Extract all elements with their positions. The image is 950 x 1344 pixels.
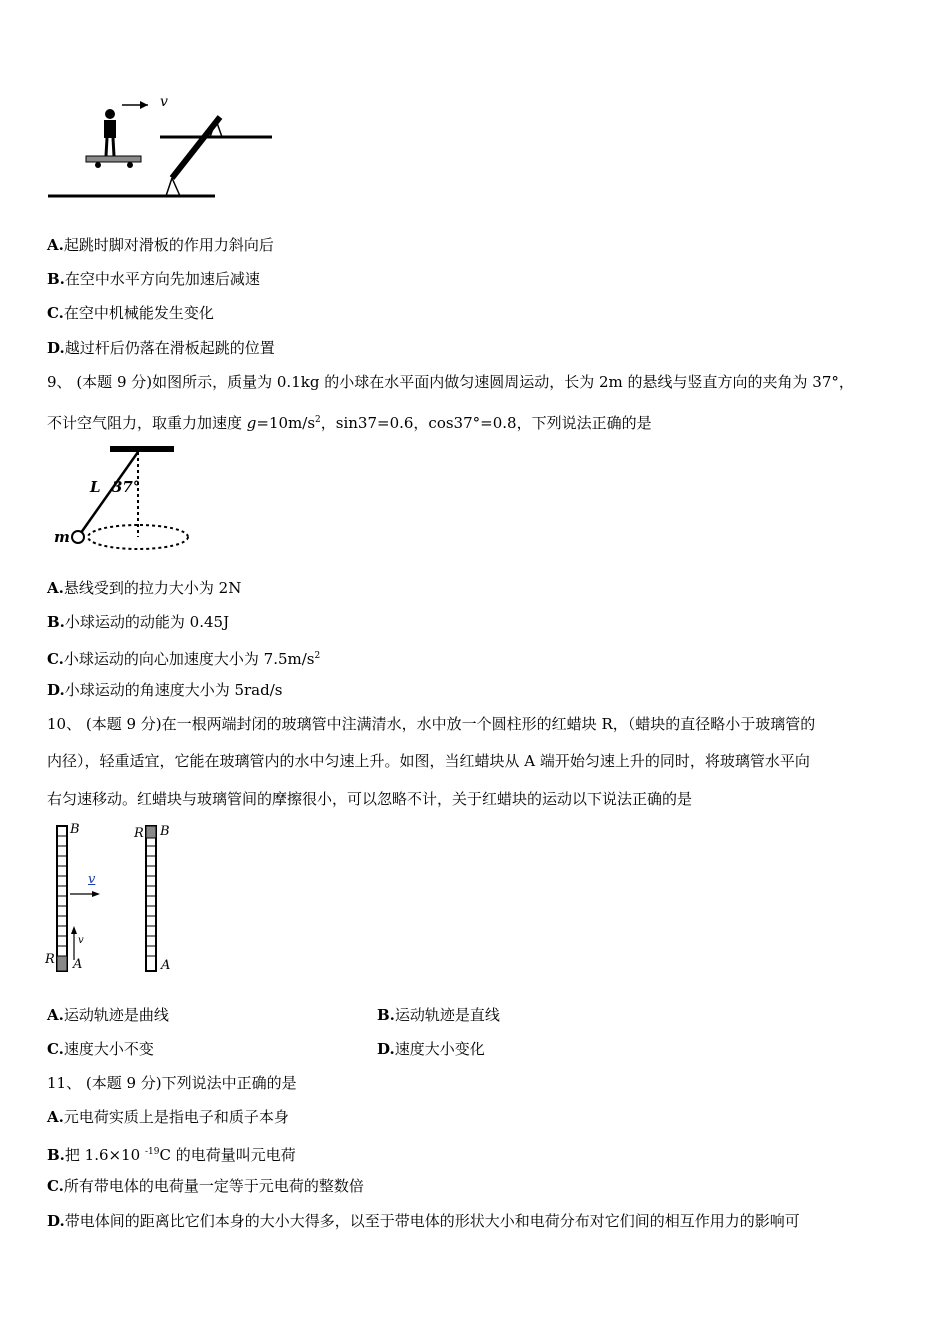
tube-left-r-label: R [45, 952, 55, 967]
glass-tube-figure [40, 820, 200, 980]
tube-right-r-label: R [134, 826, 144, 841]
tube-right-b-label: B [160, 824, 170, 839]
option-b: B.运动轨迹是直线 [377, 1006, 500, 1024]
question-9-line-1: 9、 (本题 9 分)如图所示，质量为 0.1kg 的小球在水平面内做匀速圆周运动，长为 2m 的悬线与竖直方向的夹角为 37°， [47, 373, 854, 391]
option-a: A.起跳时脚对滑板的作用力斜向后 [47, 236, 274, 254]
option-a: A.悬线受到的拉力大小为 2N [47, 579, 242, 597]
option-d: D.速度大小变化 [377, 1040, 485, 1058]
option-d: D.带电体间的距离比它们本身的大小大得多，以至于带电体的形状大小和电荷分布对它们间的相互作用力的影响可 [47, 1212, 800, 1230]
length-label: L [90, 478, 101, 496]
option-c: C.小球运动的向心加速度大小为 $7.5m/s^2$ [47, 650, 321, 668]
option-d: D.越过杆后仍落在滑板起跳的位置 [47, 339, 275, 357]
mass-label: m [54, 528, 70, 546]
option-b: B.把 1.6×10 $^{-19}$C 的电荷量叫元电荷 [47, 1146, 296, 1164]
velocity-label: v [160, 94, 168, 110]
option-c: C.速度大小不变 [47, 1040, 154, 1058]
option-a: A.运动轨迹是曲线 [47, 1006, 169, 1024]
option-a: A.元电荷实质上是指电子和质子本身 [47, 1108, 289, 1126]
option-b: B.在空中水平方向先加速后减速 [47, 270, 260, 288]
tube-left-a-label: A [73, 957, 83, 972]
question-10-line-2: 内径），轻重适宜，它能在玻璃管内的水中匀速上升。如图，当红蜡块从 A 端开始匀速上升的同时，将玻璃管水平向 [47, 752, 810, 770]
question-10-line-3: 右匀速移动。红蜡块与玻璃管间的摩擦很小，可以忽略不计，关于红蜡块的运动以下说法正确的是 [47, 790, 693, 808]
angle-label: 37° [112, 478, 141, 496]
option-c: C.所有带电体的电荷量一定等于元电荷的整数倍 [47, 1177, 364, 1195]
vertical-velocity-label: v [78, 935, 84, 946]
conical-pendulum-figure [48, 442, 198, 554]
option-b: B.小球运动的动能为 0.45J [47, 613, 230, 631]
tube-left-b-label: B [70, 822, 80, 837]
question-10-line-1: 10、 (本题 9 分)在一根两端封闭的玻璃管中注满清水，水中放一个圆柱形的红蜡块 R，（蜡块的直径略小于玻璃管的 [47, 715, 816, 733]
question-11-stem: 11、 (本题 9 分)下列说法中正确的是 [47, 1074, 297, 1092]
question-9-line-2: 不计空气阻力，取重力加速度 $g=10m/s^2$，sin37=0.6，cos37°=0.8，下列说法正确的是 [47, 414, 652, 432]
option-d: D.小球运动的角速度大小为 5rad/s [47, 681, 283, 699]
tube-right-a-label: A [161, 958, 171, 973]
option-c: C.在空中机械能发生变化 [47, 304, 214, 322]
horizontal-velocity-label: v [88, 872, 96, 887]
